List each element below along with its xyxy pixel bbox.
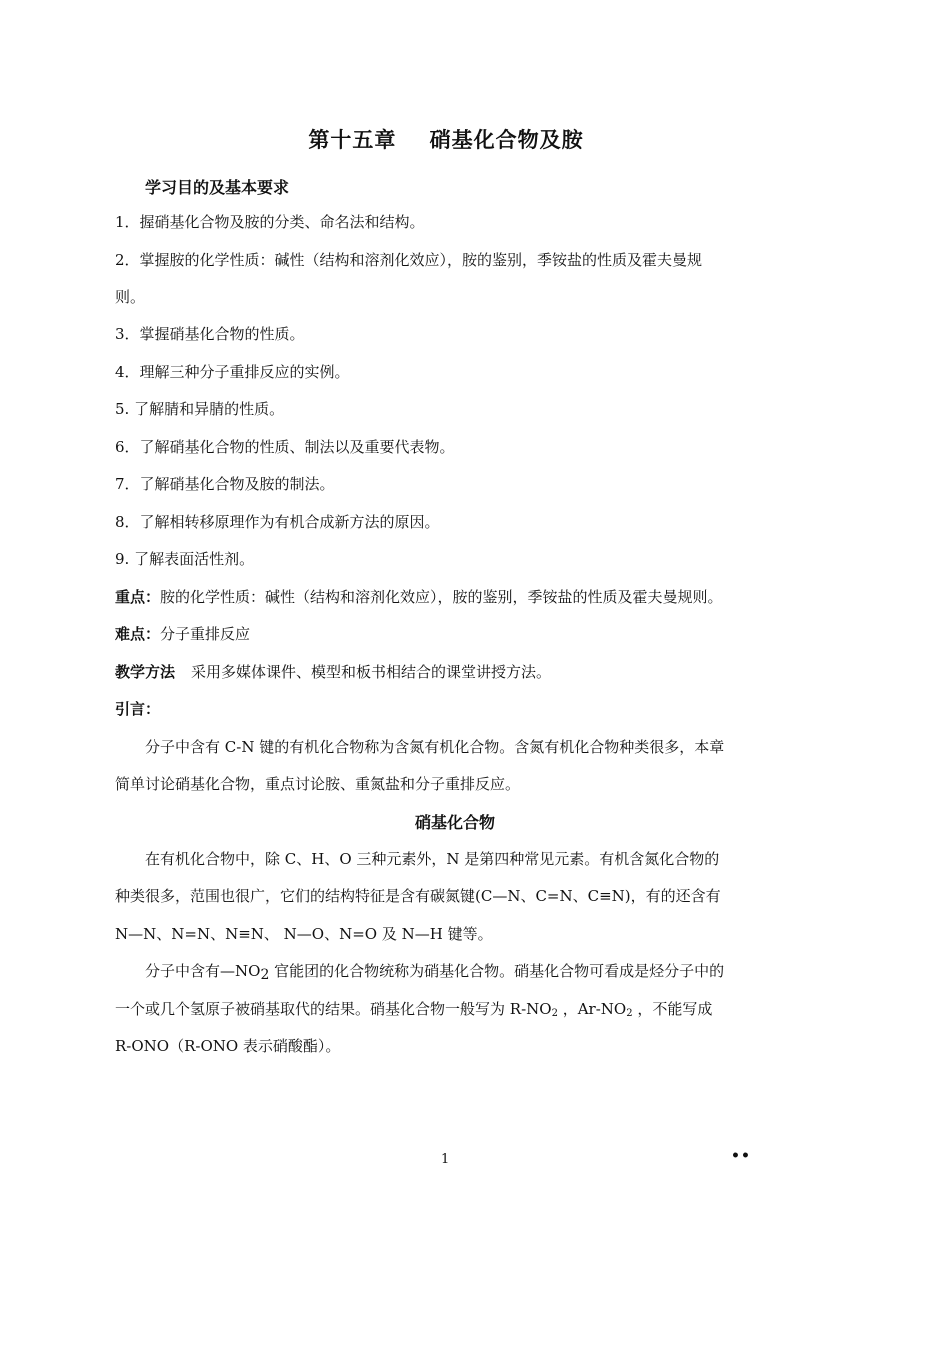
section-title: 硝基化合物 [414,813,495,832]
teaching-method-label: 教学方法 [115,663,176,681]
page-number: 1 [441,1152,450,1167]
objective-item: 6．了解硝基化合物的性质、制法以及重要代表物。 [115,438,455,456]
paragraph-line: 种类很多，范围也很广，它们的结构特征是含有碳氮键(C—N、C=N、C≡N)，有的还含有 [115,887,721,905]
objective-item-continued: 则。 [115,288,146,306]
objective-item: 9. 了解表面活性剂。 [115,550,255,568]
teaching-method [115,662,551,682]
objective-item: 2．掌握胺的化学性质：碱性（结构和溶剂化效应），胺的鉴别，季铵盐的性质及霍夫曼规 [115,251,703,269]
difficulties-text: 分子重排反应 [160,625,251,643]
chapter-title: 第十五章 硝基化合物及胺 [308,127,584,152]
objectives-heading: 学习目的及基本要求 [145,178,290,197]
paragraph-line [115,999,712,1019]
intro-label: 引言： [115,700,161,718]
paragraph-line [145,961,724,981]
paragraph-line: R-ONO（R-ONO 表示硝酸酯）。 [115,1037,341,1055]
text-run: ，Ar-NO [557,1000,627,1018]
teaching-method-text: 采用多媒体课件、模型和板书相结合的课堂讲授方法。 [191,663,552,681]
objective-item: 7．了解硝基化合物及胺的制法。 [115,475,335,493]
difficulties [115,624,250,644]
key-points-label: 重点： [115,588,161,606]
objective-item: 4．理解三种分子重排反应的实例。 [115,363,350,381]
subscript: 2 [260,967,270,983]
objective-item: 3．掌握硝基化合物的性质。 [115,325,305,343]
paragraph-line: N—N、N=N、N≡N、 N—O、N=O 及 N—H 键等。 [115,925,493,943]
text-run: 一个或几个氢原子被硝基取代的结果。硝基化合物一般写为 R-NO [115,1000,552,1018]
objective-item: 8．了解相转移原理作为有机合成新方法的原因。 [115,513,440,531]
intro-paragraph-line: 简单讨论硝基化合物，重点讨论胺、重氮盐和分子重排反应。 [115,775,521,793]
footer-mark: •• [731,1148,751,1164]
paragraph-line: 在有机化合物中，除 C、H、O 三种元素外，N 是第四种常见元素。有机含氮化合物的 [145,850,720,868]
objective-item: 5. 了解腈和异腈的性质。 [115,400,285,418]
text-run: 官能团的化合物统称为硝基化合物。硝基化合物可看成是烃分子中的 [269,962,725,980]
key-points-text: 胺的化学性质：碱性（结构和溶剂化效应），胺的鉴别，季铵盐的性质及霍夫曼规则。 [160,588,723,606]
subscript: 2 [551,1008,558,1019]
intro-paragraph-line: 分子中含有 C-N 键的有机化合物称为含氮有机化合物。含氮有机化合物种类很多，本章 [145,738,725,756]
key-points [115,587,723,607]
difficulties-label: 难点： [115,625,161,643]
subscript: 2 [626,1008,633,1019]
objective-item: 1．握硝基化合物及胺的分类、命名法和结构。 [115,213,425,231]
text-run: 分子中含有—NO [145,962,261,980]
text-run: ，不能写成 [632,1000,713,1018]
